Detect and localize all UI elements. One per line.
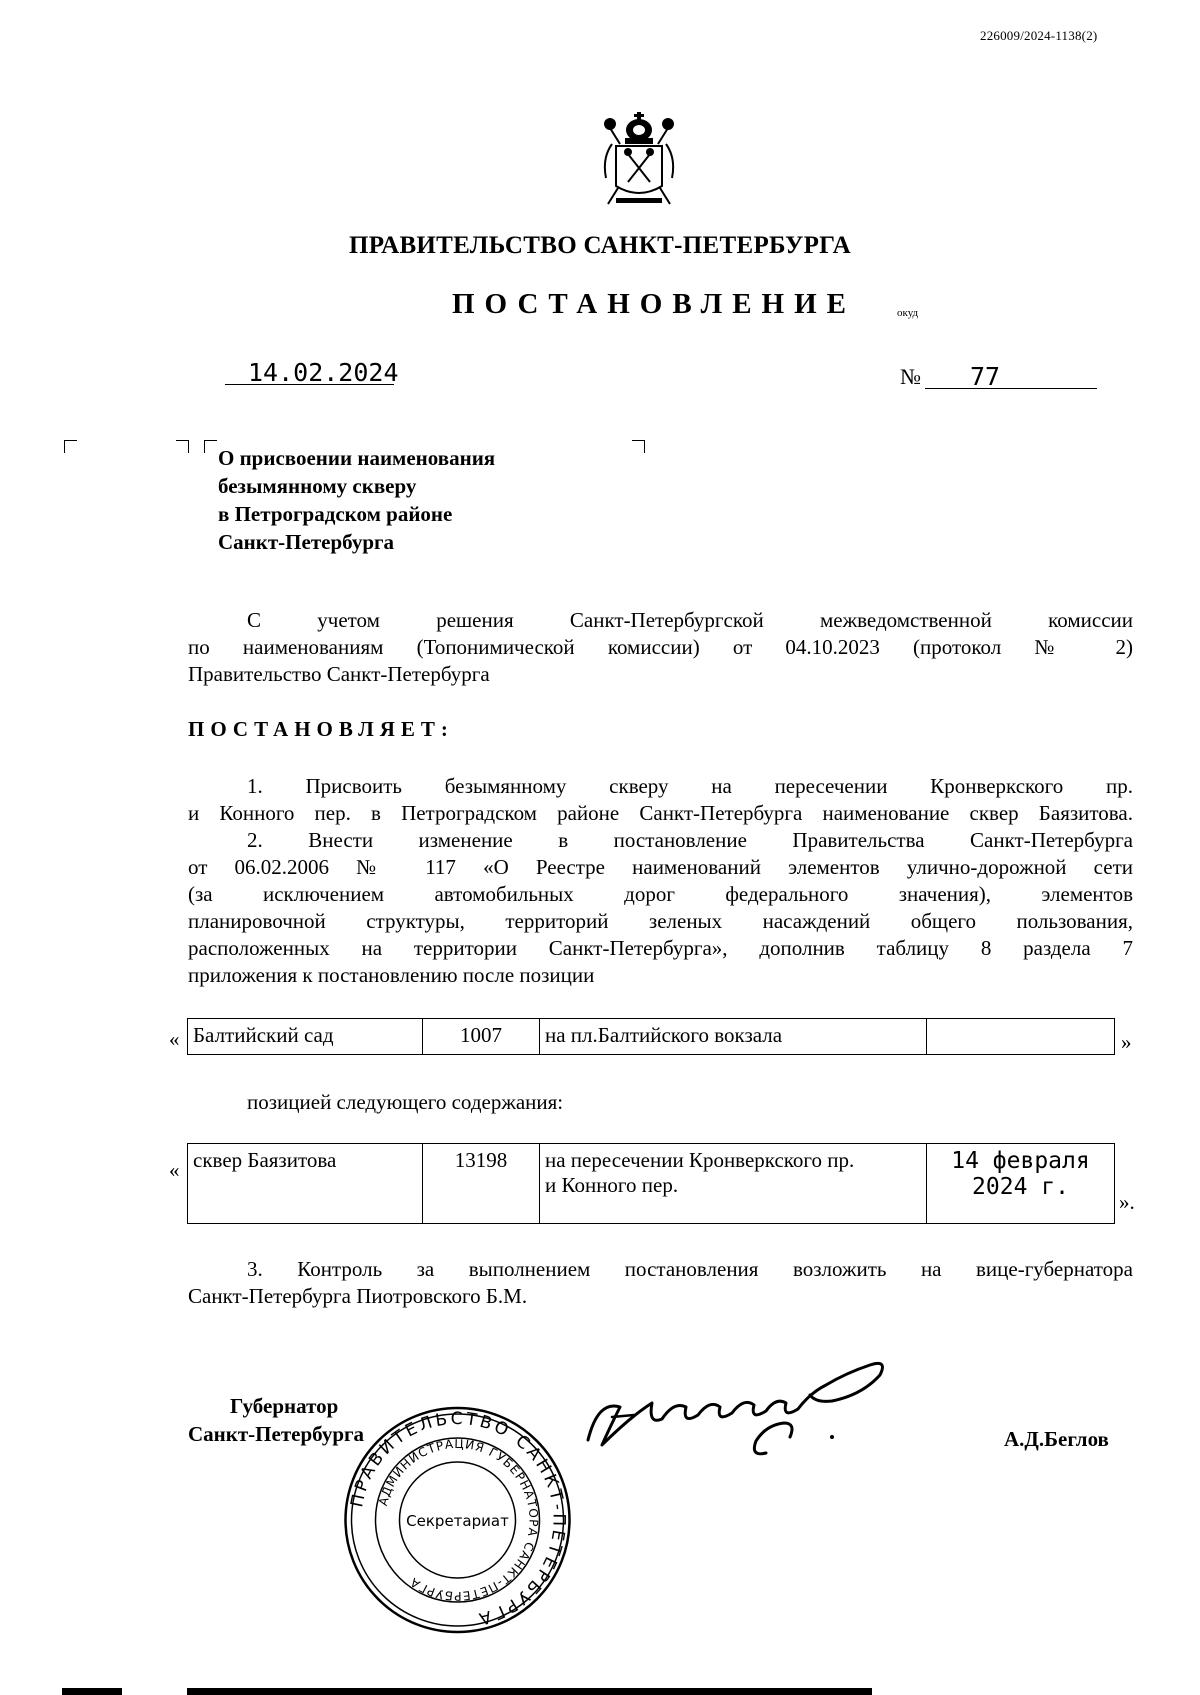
table-cell-code: 1007 [423, 1019, 540, 1055]
seal-center-text: Секретариат [406, 1512, 509, 1530]
subject-line: Санкт-Петербурга [218, 530, 395, 554]
coat-of-arms-icon [598, 108, 680, 208]
seal-outer-text: ПРАВИТЕЛЬСТВО САНКТ-ПЕТЕРБУРГА [347, 1408, 569, 1630]
corner-bracket [632, 440, 645, 453]
seal-inner-text: АДМИНИСТРАЦИЯ ГУБЕРНАТОРА САНКТ-ПЕТЕРБУРГА [375, 1436, 541, 1604]
open-quote: « [169, 1158, 180, 1182]
number-underline [925, 388, 1097, 389]
signature-icon [570, 1345, 910, 1465]
document-number: 77 [970, 362, 1001, 391]
footer-bar [62, 1688, 122, 1695]
document-date: 14.02.2024 [248, 358, 399, 387]
document-type-title: ПОСТАНОВЛЕНИЕ [452, 288, 857, 320]
signatory-name: А.Д.Беглов [1004, 1427, 1109, 1451]
location-line: и Конного пер. [545, 1173, 679, 1197]
table-row [188, 1144, 1115, 1224]
subject-line: безымянному скверу [218, 474, 417, 498]
close-quote: ». [1119, 1190, 1135, 1214]
table-row [188, 1019, 1115, 1055]
preamble-line: С учетом решения Санкт-Петербургской межведомственной комиссии [247, 608, 1133, 632]
register-table-new [187, 1143, 1115, 1224]
item-line: планировочной структуры, территорий зеленых насаждений общего пользования, [188, 909, 1133, 933]
table-cell-code: 13198 [423, 1144, 540, 1224]
table-cell-location: на пл.Балтийского вокзала [540, 1019, 927, 1055]
signatory-title-line: Санкт-Петербурга [188, 1422, 365, 1446]
registration-number: 226009/2024-1138(2) [980, 28, 1098, 43]
resolution-item-3 [188, 1256, 1133, 1310]
footer-bar [187, 1688, 872, 1695]
location-line: на пересечении Кронверкского пр. [545, 1148, 855, 1172]
table-cell-name: Балтийский сад [188, 1019, 423, 1055]
number-sign: № [900, 364, 921, 389]
table-cell-date [927, 1019, 1115, 1055]
item-line: и Конного пер. в Петроградском районе Санкт-Петербурга наименование сквер Баязитова. [188, 801, 1133, 825]
close-quote: » [1121, 1030, 1132, 1054]
resolves-heading: ПОСТАНОВЛЯЕТ: [188, 717, 454, 741]
corner-bracket [204, 440, 217, 453]
item-line: 3. Контроль за выполнением постановления возложить на вице-губернатора [247, 1257, 1133, 1281]
position-intro: позицией следующего содержания: [247, 1090, 564, 1114]
preamble [188, 607, 1133, 688]
subject-line: в Петроградском районе [218, 502, 453, 526]
preamble-line: Правительство Санкт-Петербурга [188, 662, 490, 686]
item-line: 1. Присвоить безымянному скверу на пересечении Кронверкского пр. [247, 774, 1133, 798]
preamble-line: по наименованиям (Топонимической комиссии) от 04.10.2023 (протокол № 2) [188, 635, 1133, 659]
corner-bracket [64, 440, 77, 453]
item-line: расположенных на территории Санкт-Петербурга», дополнив таблицу 8 раздела 7 [188, 936, 1133, 960]
subject-line: О присвоении наименования [218, 446, 496, 470]
okud-label: окуд [897, 307, 919, 319]
table-cell-name: сквер Баязитова [188, 1144, 423, 1224]
document-subject [218, 444, 495, 556]
item-line: приложения к постановлению после позиции [188, 963, 595, 987]
register-table-existing [187, 1018, 1115, 1055]
date-line: 14 февраля [951, 1148, 1090, 1174]
table-cell-location [540, 1144, 927, 1224]
government-title: ПРАВИТЕЛЬСТВО САНКТ-ПЕТЕРБУРГА [348, 232, 852, 259]
signatory-title-line: Губернатор [230, 1394, 339, 1418]
item-line: от 06.02.2006 № 117 «О Реестре наименований элементов улично-дорожной сети [188, 855, 1133, 879]
table-cell-date [927, 1144, 1115, 1224]
date-line: 2024 г. [972, 1174, 1069, 1200]
corner-bracket [176, 440, 189, 453]
official-seal-icon [340, 1405, 575, 1635]
item-line: 2. Внести изменение в постановление Правительства Санкт-Петербурга [247, 828, 1133, 852]
item-line: Санкт-Петербурга Пиотровского Б.М. [188, 1284, 528, 1308]
resolution-items [188, 773, 1133, 989]
open-quote: « [169, 1027, 180, 1051]
item-line: (за исключением автомобильных дорог федерального значения), элементов [188, 882, 1133, 906]
